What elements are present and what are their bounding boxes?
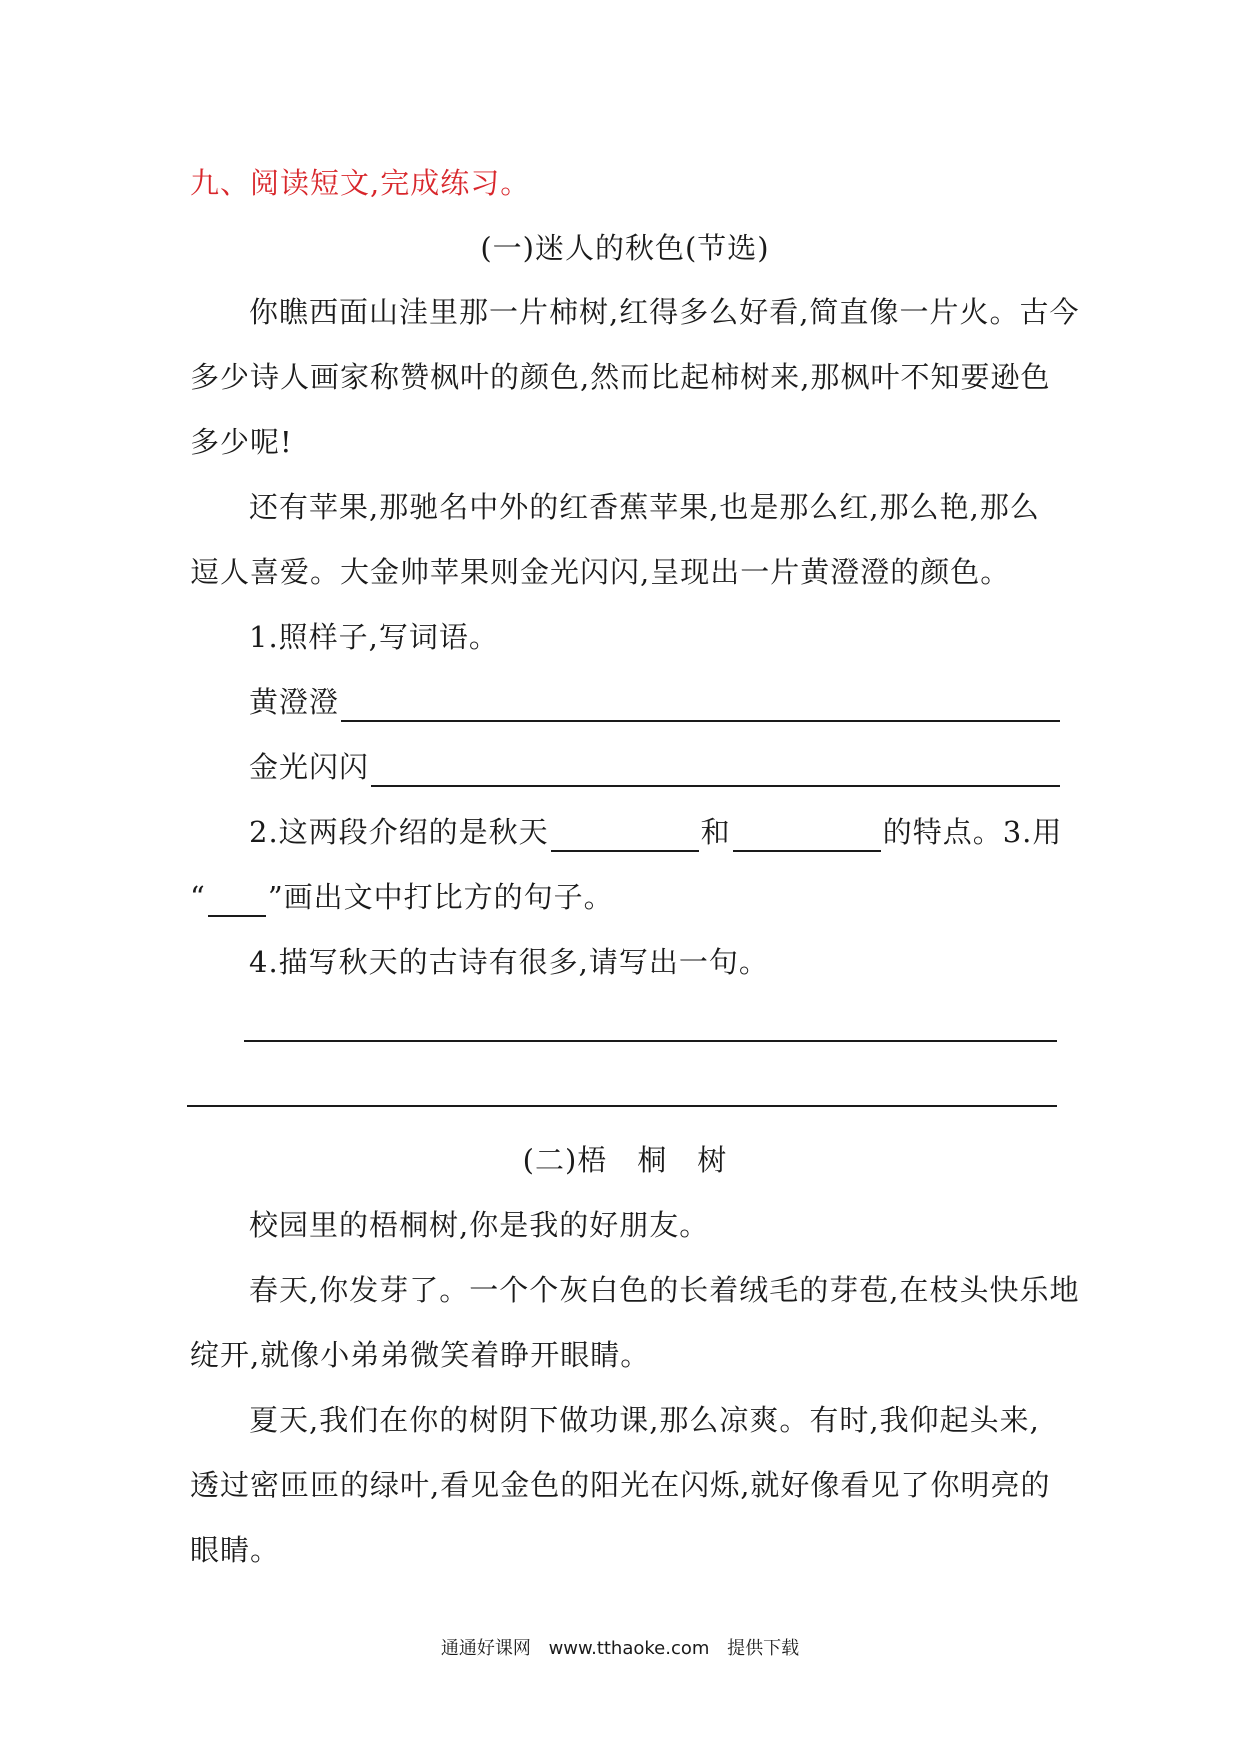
- passage-2-paragraph-2-line-1: 春天,你发芽了。一个个灰白色的长着绒毛的芽苞,在枝头快乐地: [249, 1273, 1080, 1307]
- question-4-prompt: 4.描写秋天的古诗有很多,请写出一句。: [249, 945, 769, 979]
- answer-line-q4-2[interactable]: [187, 1105, 1057, 1107]
- question-2-part-2: 的特点。3.用: [882, 815, 1063, 849]
- answer-line-b[interactable]: [371, 755, 1060, 787]
- question-3-rest: ”画出文中打比方的句子。: [267, 880, 614, 914]
- answer-blank-2[interactable]: [733, 822, 881, 852]
- passage-2-paragraph-3-line-3: 眼睛。: [190, 1533, 281, 1567]
- passage-1-paragraph-1-line-2: 多少诗人画家称赞枫叶的颜色,然而比起柿树来,那枫叶不知要逊色: [190, 360, 1051, 394]
- question-1-row-b: [249, 747, 1060, 787]
- passage-1-paragraph-2-line-1: 还有苹果,那驰名中外的红香蕉苹果,也是那么红,那么艳,那么: [249, 490, 1040, 524]
- answer-line-a[interactable]: [341, 690, 1060, 722]
- passage-1-paragraph-1-line-1: 你瞧西面山洼里那一片柿树,红得多么好看,简直像一片火。古今: [249, 295, 1080, 329]
- question-1-example-a: 黄澄澄: [249, 685, 340, 719]
- passage-2-paragraph-2-line-2: 绽开,就像小弟弟微笑着睁开眼睛。: [190, 1338, 651, 1372]
- answer-blank-1[interactable]: [551, 822, 699, 852]
- answer-line-q4-1[interactable]: [244, 1040, 1057, 1042]
- passage-2-paragraph-3-line-1: 夏天,我们在你的树阴下做功课,那么凉爽。有时,我仰起头来,: [249, 1403, 1040, 1437]
- passage-1-paragraph-2-line-2: 逗人喜爱。大金帅苹果则金光闪闪,呈现出一片黄澄澄的颜色。: [190, 555, 1011, 589]
- page-footer: [0, 1634, 1240, 1660]
- footer-site-name: 通通好课网: [440, 1638, 531, 1659]
- question-2-and: 和: [700, 815, 731, 849]
- underline-sample: [208, 889, 266, 917]
- passage-2-paragraph-3-line-2: 透过密匝匝的绿叶,看见金色的阳光在闪烁,就好像看见了你明亮的: [190, 1468, 1051, 1502]
- question-3-line: [190, 877, 1060, 917]
- question-2-part-1: 2.这两段介绍的是秋天: [249, 815, 549, 849]
- question-2-line: [249, 812, 1063, 852]
- section-heading: 九、阅读短文,完成练习。: [190, 166, 531, 200]
- question-1-row-a: [249, 682, 1060, 722]
- passage-2-title: (二)梧 桐 树: [522, 1143, 728, 1177]
- passage-1-title: (一)迷人的秋色(节选): [480, 231, 770, 265]
- question-1-example-b: 金光闪闪: [249, 750, 370, 784]
- footer-suffix: 提供下载: [727, 1638, 800, 1659]
- passage-2-paragraph-1: 校园里的梧桐树,你是我的好朋友。: [249, 1208, 710, 1242]
- question-1-prompt: 1.照样子,写词语。: [249, 620, 499, 654]
- passage-1-paragraph-1-line-3: 多少呢!: [190, 425, 293, 459]
- footer-url[interactable]: www.tthaoke.com: [548, 1638, 710, 1659]
- question-3-open-quote: “: [190, 880, 206, 914]
